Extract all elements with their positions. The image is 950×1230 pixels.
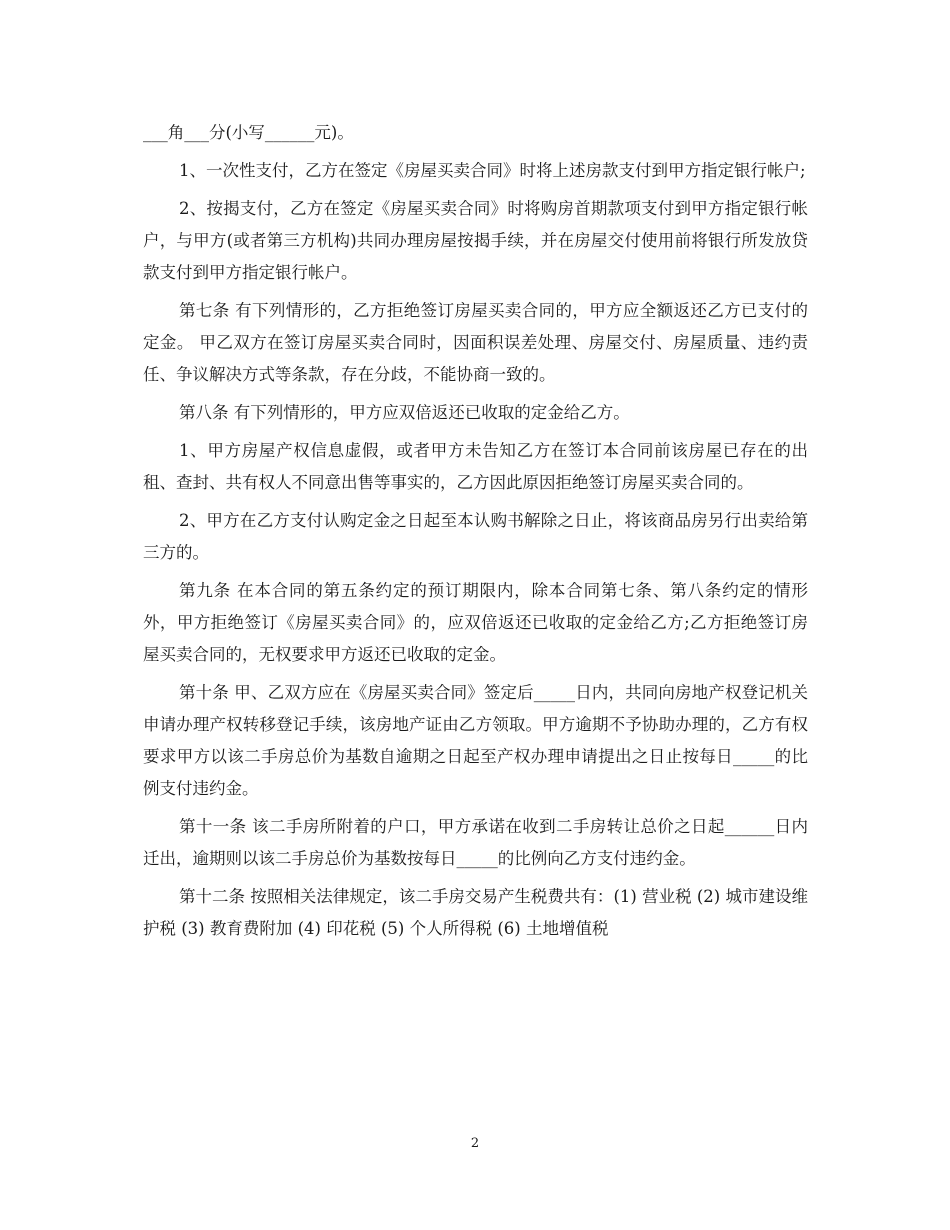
paragraph-article-11: 第十一条 该二手房所附着的户口，甲方承诺在收到二手房转让总价之日起______日内迁出，逾期则以该二手房总价为基数按每日_____的比例向乙方支付违约金。 xyxy=(143,817,808,868)
paragraph-lump-sum-payment: 1、一次性支付，乙方在签定《房屋买卖合同》时将上述房款支付到甲方指定银行帐户; xyxy=(179,161,806,180)
paragraph-article-8-item-1: 1、甲方房屋产权信息虚假，或者甲方未告知乙方在签订本合同前该房屋已存在的出租、查封、共有权人不同意出售等事实的，乙方因此原因拒绝签订房屋买卖合同的。 xyxy=(143,441,808,492)
paragraph-article-12: 第十二条 按照相关法律规定，该二手房交易产生税费共有：(1) 营业税 (2) 城市建设维护税 (3) 教育费附加 (4) 印花税 (5) 个人所得税 (6) 土地增值税 xyxy=(143,887,808,938)
paragraph-article-9: 第九条 在本合同的第五条约定的预订期限内，除本合同第七条、第八条约定的情形外，甲方拒绝签订《房屋买卖合同》的，应双倍返还已收取的定金给乙方;乙方拒绝签订房屋买卖合同的，无权要求甲方返还已收取的定金。 xyxy=(143,581,808,664)
paragraph-amount-continuation: ___角___分(小写______元)。 xyxy=(143,123,354,142)
paragraph-mortgage-payment: 2、按揭支付，乙方在签定《房屋买卖合同》时将购房首期款项支付到甲方指定银行帐户，与甲方(或者第三方机构)共同办理房屋按揭手续，并在房屋交付使用前将银行所发放贷款支付到甲方指定银行帐户。 xyxy=(143,199,808,282)
document-body xyxy=(143,117,808,951)
page-number: 2 xyxy=(470,1136,480,1151)
paragraph-article-7: 第七条 有下列情形的，乙方拒绝签订房屋买卖合同的，甲方应全额返还乙方已支付的定金。 甲乙双方在签订房屋买卖合同时，因面积误差处理、房屋交付、房屋质量、违约责任、争议解决方式等条款，存在分歧，不能协商一致的。 xyxy=(143,301,808,384)
paragraph-article-8: 第八条 有下列情形的，甲方应双倍返还已收取的定金给乙方。 xyxy=(179,403,630,422)
paragraph-article-8-item-2: 2、甲方在乙方支付认购定金之日起至本认购书解除之日止，将该商品房另行出卖给第三方的。 xyxy=(143,511,808,562)
paragraph-article-10: 第十条 甲、乙双方应在《房屋买卖合同》签定后_____日内，共同向房地产权登记机关申请办理产权转移登记手续，该房地产证由乙方领取。甲方逾期不予协助办理的，乙方有权要求甲方以该二手房总价为基数自逾期之日起至产权办理申请提出之日止按每日_____的比例支付违约金。 xyxy=(143,683,808,798)
